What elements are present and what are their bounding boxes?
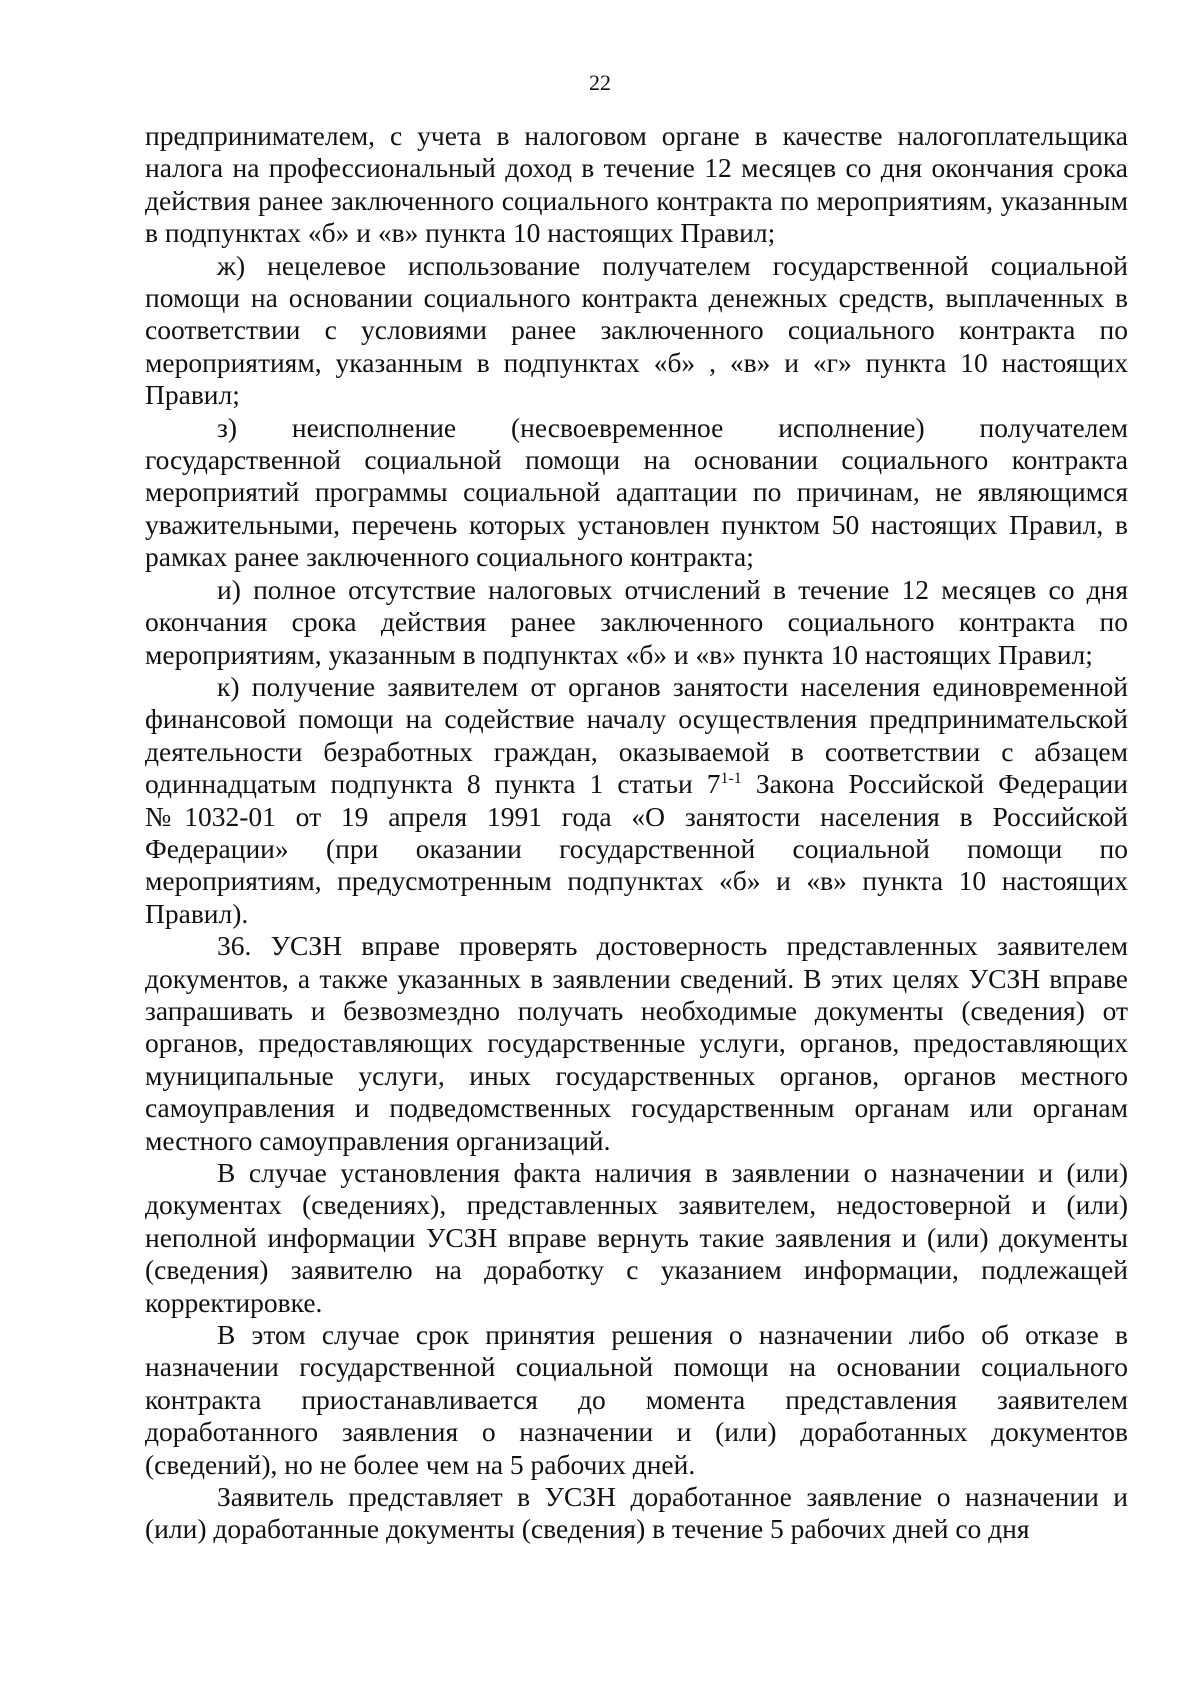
paragraph-item-k-text-start: к) получение заявителем от органов занятости населения единовременной финансовой помощи на содействие началу осуществления предпринимательской деятельности безработных граждан, оказываемой в соответствии с абзацем одиннадцатым подпункта 8 пункта 1 статьи 7 (145, 670, 1128, 800)
paragraph-suspension: В этом случае срок принятия решения о назначении либо об отказе в назначении государственной социальной помощи на основании социального контракта приостанавливается до момента представления заявителем доработанного заявления о назначении и (или) доработанных документов (сведений), но не более чем на 5 рабочих дней. (145, 1319, 1128, 1480)
paragraph-item-k-text-end: Закона Российской Федерации №1032-01 от 19 апреля 1991 года «О занятости населения в Российской Федерации» (при оказании государственной социальной помощи по мероприятиям, предусмотренным подпунктах «б» и «в» пункта 10 настоящих Правил). (145, 768, 1128, 929)
paragraph-incorrect-info: В случае установления факта наличия в заявлении о назначении и (или) документах (сведениях), представленных заявителем, недостоверной и (или) неполной информации УСЗН вправе вернуть такие заявления и (или) документы (сведения) заявителю на доработку с указанием информации, подлежащей корректировке. (145, 1157, 1128, 1318)
paragraph-item-k (145, 671, 1128, 930)
paragraph-item-z: з) неисполнение (несвоевременное исполнение) получателем государственной социальной помощи на основании социального контракта мероприятий программы социальной адаптации по причинам, не являющимся уважительными, перечень которых установлен пунктом 50 настоящих Правил, в рамках ранее заключенного социального контракта; (145, 411, 1128, 573)
paragraph-continuation: предпринимателем, с учета в налоговом органе в качестве налогоплательщика налога на профессиональный доход в течение 12 месяцев со дня окончания срока действия ранее заключенного социального контракта по мероприятиям, указанным в подпунктах «б» и «в» пункта 10 настоящих Правил; (145, 120, 1128, 249)
document-body (145, 120, 1128, 1546)
paragraph-item-zh: ж) нецелевое использование получателем государственной социальной помощи на основании социального контракта денежных средств, выплаченных в соответствии с условиями ранее заключенного социального контракта по мероприятиям, указанным в подпунктах «б» , «в» и «г» пункта 10 настоящих Правил; (145, 249, 1128, 411)
paragraph-clause-36: 36. УСЗН вправе проверять достоверность представленных заявителем документов, а также указанных в заявлении сведений. В этих целях УСЗН вправе запрашивать и безвозмездно получать необходимые документы (сведения) от органов, предоставляющих государственные услуги, органов, предоставляющих муниципальные услуги, иных государственных органов, органов местного самоуправления и подведомственных государственным органам или органам местного самоуправления организаций. (145, 930, 1128, 1156)
page-number: 22 (589, 70, 611, 95)
paragraph-item-i: и) полное отсутствие налоговых отчислений в течение 12 месяцев со дня окончания срока действия ранее заключенного социального контракта по мероприятиям, указанным в подпунктах «б» и «в» пункта 10 настоящих Правил; (145, 573, 1128, 670)
paragraph-resubmission: Заявитель представляет в УСЗН доработанное заявление о назначении и (или) доработанные документы (сведения) в течение 5 рабочих дней со дня (145, 1481, 1128, 1545)
article-superscript: 1-1 (720, 770, 742, 788)
